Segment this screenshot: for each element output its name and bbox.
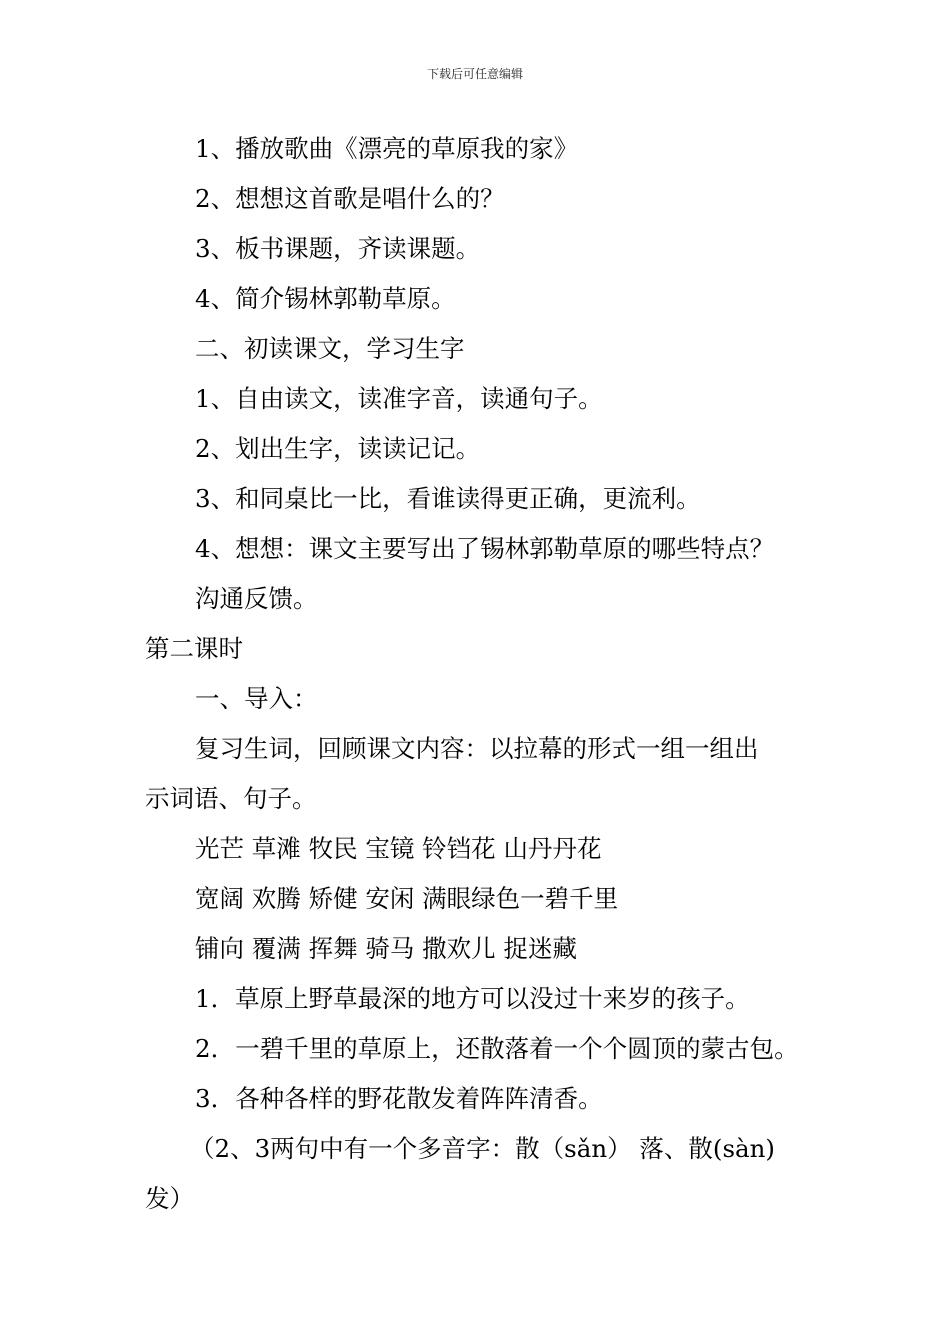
text-line: 1、自由读文，读准字音，读通句子。 [195, 384, 603, 413]
text-line: 4、想想：课文主要写出了锡林郭勒草原的哪些特点？ [195, 534, 775, 563]
text-line: 3、和同桌比一比，看谁读得更正确，更流利。 [195, 484, 701, 513]
lesson-heading: 第二课时 [145, 634, 243, 663]
text-line: 沟通反馈。 [195, 584, 318, 613]
vocabulary-line: 光芒 草滩 牧民 宝镜 铃铛花 山丹丹花 [195, 834, 602, 863]
section-heading: 一、导入： [195, 684, 318, 713]
vocabulary-line: 宽阔 欢腾 矫健 安闲 满眼绿色一碧千里 [195, 884, 619, 913]
text-line: 4、简介锡林郭勒草原。 [195, 284, 456, 313]
sentence-line: 1．草原上野草最深的地方可以没过十来岁的孩子。 [195, 984, 750, 1013]
text-line: 示词语、句子。 [145, 784, 317, 813]
text-line: 3、板书课题，齐读课题。 [195, 234, 481, 263]
section-heading: 二、初读课文，学习生字 [195, 334, 465, 363]
page-header-note: 下载后可任意编辑 [426, 67, 523, 81]
text-line: 2、想想这首歌是唱什么的？ [195, 184, 505, 213]
vocabulary-line: 铺向 覆满 挥舞 骑马 撒欢儿 捉迷藏 [195, 934, 577, 963]
text-line: 复习生词，回顾课文内容：以拉幕的形式一组一组出 [195, 734, 759, 763]
sentence-line: 2．一碧千里的草原上，还散落着一个个圆顶的蒙古包。 [195, 1034, 799, 1063]
note-line: 发） [145, 1184, 194, 1213]
text-line: 1、播放歌曲《漂亮的草原我的家》 [195, 134, 579, 163]
note-line: （2、3两句中有一个多音字：散（sǎn） 落、散(sàn) [190, 1134, 775, 1163]
sentence-line: 3．各种各样的野花散发着阵阵清香。 [195, 1084, 603, 1113]
text-line: 2、划出生字，读读记记。 [195, 434, 481, 463]
